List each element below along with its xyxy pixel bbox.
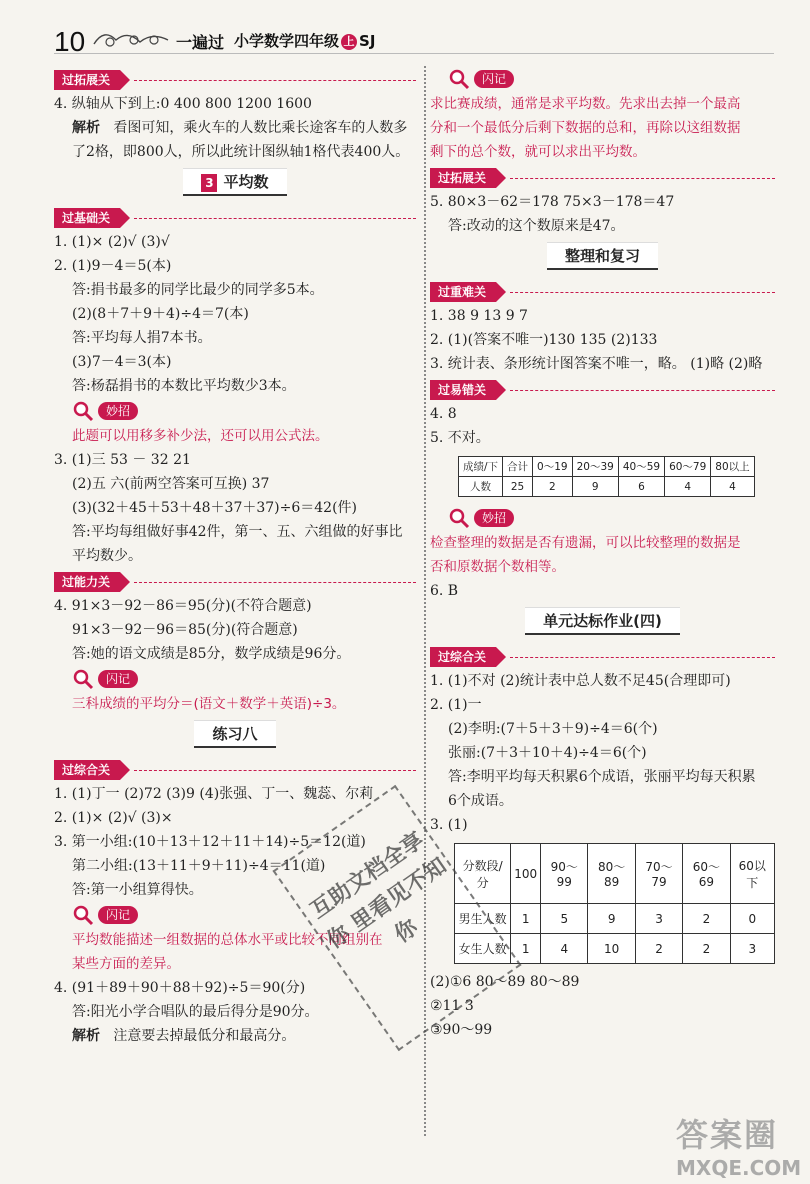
tip-text: 平均数能描述一组数据的总体水平或比较不同组别在 [72, 932, 383, 948]
header-divider [54, 53, 774, 54]
answer-line: 4. 91×3－92－86＝95(分)(不符合题意) [54, 598, 312, 614]
answer-line: 答:阳光小学合唱队的最后得分是90分。 [72, 1004, 319, 1020]
answer-line: 6. B [430, 583, 459, 599]
table-cell: 成绩/下 [459, 457, 503, 477]
section-title [430, 242, 775, 272]
page-header [0, 0, 810, 60]
table-cell: 80以上 [711, 457, 754, 477]
answer-line: 答:平均每组做好事42件，第一、五、六组做的好事比 [72, 524, 403, 540]
answer-line: 1. (1)不对 (2)统计表中总人数不足45(合理即可) [430, 673, 731, 689]
tag-dash [510, 657, 775, 658]
section-tag: 过综合关 [54, 760, 120, 780]
table-header-row [455, 844, 775, 904]
tip-text: 否和原数据个数相等。 [430, 559, 565, 575]
answer-line: 1. 38 9 13 9 7 [430, 308, 528, 324]
tip-label: 妙招 [474, 509, 514, 527]
answer-line: 3. 统计表、条形统计图答案不唯一，略。 (1)略 (2)略 [430, 356, 763, 372]
stamp: 互助文档全享你 里看见不知你 [272, 785, 521, 1051]
tip-label: 妙招 [98, 402, 138, 420]
tip-label: 闪记 [98, 906, 138, 924]
section-tag: 过拓展关 [430, 168, 496, 188]
brand-logo: 一遍过 [176, 35, 225, 52]
tip-text: 此题可以用移多补少法，还可以用公式法。 [72, 428, 329, 444]
subject-prefix: 小学数学四年级 [234, 32, 340, 50]
edition-label: SJ [359, 32, 376, 50]
table-row [459, 477, 755, 497]
answer-line: 答:平均每人捐7本书。 [72, 330, 212, 346]
magnifier-icon [448, 507, 470, 529]
tip-text: 某些方面的差异。 [72, 956, 180, 972]
section-title-text: 平均数 [223, 173, 269, 191]
section-tag: 过拓展关 [54, 70, 120, 90]
answer-line: 张丽:(7＋3＋10＋4)÷4＝6(个) [448, 745, 647, 761]
answer-line: 2. (1)一 [430, 697, 482, 713]
table-cell: 0 [730, 904, 774, 934]
tag-row [430, 164, 775, 190]
table-cell: 女生人数 [455, 934, 511, 964]
table-cell: 9 [572, 477, 618, 497]
tag-dash [510, 178, 775, 179]
table-cell: 5 [541, 904, 588, 934]
answer-line: 3. (1)三 53 － 32 21 [54, 452, 191, 468]
table-cell: 1 [511, 904, 541, 934]
magnifier-icon [72, 904, 94, 926]
table-cell: 1 [511, 934, 541, 964]
tag-row [54, 204, 416, 230]
table-cell: 4 [711, 477, 754, 497]
answer-line: 1. (1)× (2)√ (3)√ [54, 234, 170, 250]
grade-badge: 上 [341, 34, 357, 50]
section-tag: 过基础关 [54, 208, 120, 228]
table-cell: 90～99 [541, 844, 588, 904]
answer-line: 第二小组:(13＋11＋9＋11)÷4＝11(道) [72, 858, 326, 874]
answer-line: 答:杨磊捐书的本数比平均数少3本。 [72, 378, 296, 394]
table-row [455, 904, 775, 934]
section-title-text: 整理和复习 [547, 242, 658, 270]
analysis-line [54, 116, 416, 140]
magnifier-icon [448, 68, 470, 90]
answer-line: 4. 纵轴从下到上:0 400 800 1200 1600 [54, 96, 312, 112]
answer-line: 5. 80×3－62＝178 75×3－178＝47 [430, 194, 675, 210]
answer-line: 4. 8 [430, 406, 457, 422]
table-cell: 6 [618, 477, 664, 497]
watermark-logo: 答案圈 [676, 1116, 779, 1154]
answer-line: 2. (1)× (2)√ (3)× [54, 810, 173, 826]
table-cell: 9 [588, 904, 635, 934]
answer-line: 答:捐书最多的同学比最少的同学多5本。 [72, 282, 324, 298]
tip-badge [430, 66, 775, 92]
table-cell: 4 [665, 477, 711, 497]
table-cell: 80～89 [588, 844, 635, 904]
section-number: 3 [201, 174, 217, 192]
tag-dash [134, 582, 416, 583]
table-cell: 男生人数 [455, 904, 511, 934]
magnifier-icon [72, 668, 94, 690]
tip-label: 闪记 [474, 70, 514, 88]
tip-text: 分和一个最低分后剩下数据的总和，再除以这组数据 [430, 120, 741, 136]
table-cell: 合计 [503, 457, 533, 477]
tip-text: 三科成绩的平均分＝(语文＋数学＋英语)÷3。 [72, 696, 346, 712]
analysis-line: 了2格，即800人，所以此统计图纵轴1格代表400人。 [72, 144, 410, 160]
tag-row [430, 278, 775, 304]
table-cell: 2 [683, 904, 730, 934]
analysis-text: 看图可知，乘火车的人数比乘长途客车的人数多 [113, 120, 408, 136]
answer-line: 4. (91＋89＋90＋88＋92)÷5＝90(分) [54, 980, 306, 996]
table-cell: 3 [635, 904, 682, 934]
answer-line: (3)7－4＝3(本) [72, 354, 172, 370]
table-cell: 0～19 [533, 457, 573, 477]
right-column [430, 66, 775, 1042]
answer-line: ②11 3 [430, 998, 474, 1014]
section-tag: 过综合关 [430, 647, 496, 667]
table-cell: 100 [511, 844, 541, 904]
tag-dash [134, 218, 416, 219]
tag-row [54, 568, 416, 594]
section-tag: 过重难关 [430, 282, 496, 302]
tip-text: 检查整理的数据是否有遗漏，可以比较整理的数据是 [430, 535, 741, 551]
analysis-label: 解析 [72, 120, 100, 136]
analysis-line [54, 1024, 416, 1048]
table-cell: 4 [541, 934, 588, 964]
table-cell: 人数 [459, 477, 503, 497]
subject-title [234, 30, 375, 51]
table-cell: 分数段/分 [455, 844, 511, 904]
answer-line: 答:李明平均每天积累6个成语，张丽平均每天积累 [448, 769, 756, 785]
table-cell: 3 [730, 934, 774, 964]
answer-line: 6个成语。 [448, 793, 513, 809]
tip-badge [54, 398, 416, 424]
answer-line: (2)李明:(7＋5＋3＋9)÷4＝6(个) [448, 721, 658, 737]
analysis-text: 注意要去掉最低分和最高分。 [113, 1028, 296, 1044]
section-tag: 过能力关 [54, 572, 120, 592]
answer-line: 91×3－92－96＝85(分)(符合题意) [72, 622, 298, 638]
section-title [54, 720, 416, 750]
answer-line: (2)五 六(前两空答案可互换) 37 [72, 476, 270, 492]
analysis-label: 解析 [72, 1028, 100, 1044]
tag-dash [510, 292, 775, 293]
table-cell: 60以下 [730, 844, 774, 904]
answer-line: (2)①6 80～89 80～89 [430, 974, 580, 990]
tag-dash [134, 770, 416, 771]
section-title [54, 168, 416, 198]
doodle-icon [92, 26, 172, 52]
section-tag: 过易错关 [430, 380, 496, 400]
magnifier-icon [72, 400, 94, 422]
section-title-box [183, 168, 286, 196]
table-cell: 70～79 [635, 844, 682, 904]
answer-line: 平均数少。 [72, 548, 142, 564]
tip-label: 闪记 [98, 670, 138, 688]
answer-line: 2. (1)(答案不唯一)130 135 (2)133 [430, 332, 658, 348]
table-cell: 20～39 [572, 457, 618, 477]
table-cell: 2 [635, 934, 682, 964]
table-cell: 10 [588, 934, 635, 964]
tip-text: 求比赛成绩，通常是求平均数。先求出去掉一个最高 [430, 96, 741, 112]
watermark-url: MXQE.COM [676, 1156, 802, 1180]
answer-line: 答:她的语文成绩是85分，数学成绩是96分。 [72, 646, 351, 662]
answer-line: 3. (1) [430, 817, 468, 833]
tip-badge [54, 666, 416, 692]
tag-row [54, 756, 416, 782]
table-cell: 60～69 [683, 844, 730, 904]
answer-line: 答:改动的这个数原来是47。 [448, 218, 625, 234]
tag-dash [134, 80, 416, 81]
tag-row [54, 66, 416, 92]
tag-row [430, 376, 775, 402]
section-title [430, 607, 775, 637]
site-watermark [676, 1110, 801, 1180]
answer-line: 答:第一小组算得快。 [72, 882, 203, 898]
section-title-text: 练习八 [194, 720, 275, 748]
score-table [458, 456, 755, 497]
table-cell: 2 [683, 934, 730, 964]
tip-badge [430, 505, 775, 531]
answer-line: 2. (1)9－4＝5(本) [54, 258, 172, 274]
answer-line: 5. 不对。 [430, 430, 490, 446]
answer-line: 3. 第一小组:(10＋13＋12＋11＋14)÷5＝12(道) [54, 834, 366, 850]
table-cell: 40～59 [618, 457, 664, 477]
answer-line: (2)(8＋7＋9＋4)÷4＝7(本) [72, 306, 249, 322]
tip-text: 剩下的总个数，就可以求出平均数。 [430, 144, 646, 160]
table-cell: 60～79 [665, 457, 711, 477]
table-cell: 2 [533, 477, 573, 497]
tag-row [430, 643, 775, 669]
answer-line: (3)(32＋45＋53＋48＋37＋37)÷6＝42(件) [72, 500, 358, 516]
answer-line: ③90～99 [430, 1022, 493, 1038]
section-title-text: 单元达标作业(四) [525, 607, 680, 635]
page-number: 10 [54, 26, 86, 57]
table-header-row [459, 457, 755, 477]
answer-line: 1. (1)丁一 (2)72 (3)9 (4)张强、丁一、魏蕊、尔莉 [54, 786, 374, 802]
tag-dash [510, 390, 775, 391]
table-cell: 25 [503, 477, 533, 497]
